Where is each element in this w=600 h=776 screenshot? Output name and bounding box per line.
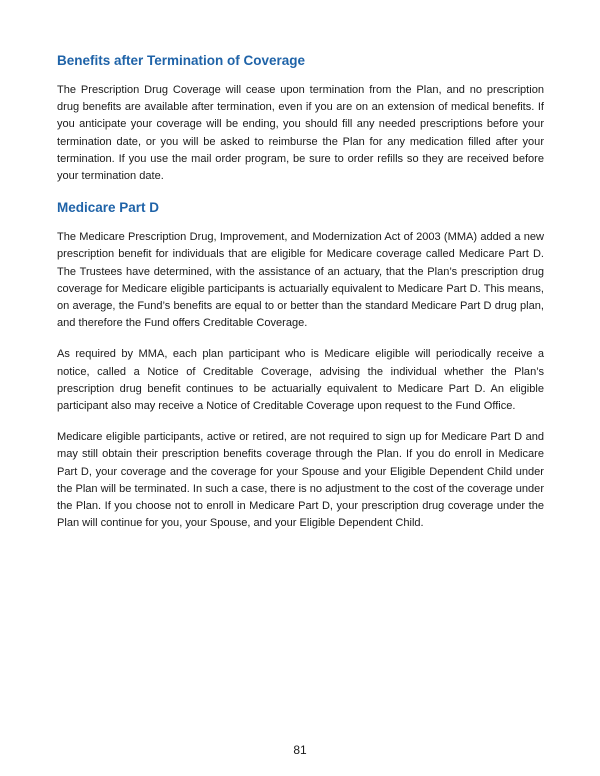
paragraph-enrollment-medicare-part-d: Medicare eligible participants, active or retired, are not required to sign up for Medicare Part D and may still obtain their prescription benefits coverage through the Plan. If you do enroll in Medicare Part D, your coverage and the coverage for your Spouse and your Eligible Dependent Child under the Plan will be terminated. In such a case, there is no adjustment to the cost of the coverage under the Plan. If you choose not to enroll in Medicare Part D, your prescription drug coverage under the Plan will continue for you, your Spouse, and your Eligible Dependent Child.	[57, 431, 544, 530]
paragraph-termination-coverage: The Prescription Drug Coverage will cease upon termination from the Plan, and no prescription drug benefits are available after termination, even if you are on an extension of medical benefits. If you anticipate your coverage will be ending, you should fill any needed prescriptions before your termination date, or you will be asked to reimburse the Plan for any medication filled after your termination. If you use the mail order program, be sure to order refills so they are received before your termination date.	[57, 84, 544, 183]
document-body	[57, 52, 544, 546]
page-number: 81	[293, 743, 307, 757]
paragraph-mma-creditable-coverage: The Medicare Prescription Drug, Improvement, and Modernization Act of 2003 (MMA) added a new prescription benefit for individuals that are eligible for Medicare coverage called Medicare Part D. The Trustees have determined, with the assistance of an actuary, that the Plan’s prescription drug coverage for Medicare eligible participants is actuarially equivalent to Medicare Part D. This means, on average, the Fund’s benefits are equal to or better than the standard Medicare Part D drug plan, and therefore the Fund offers Creditable Coverage.	[57, 231, 544, 330]
section-heading-benefits-after-termination: Benefits after Termination of Coverage	[57, 53, 306, 68]
section-heading-medicare-part-d: Medicare Part D	[57, 200, 160, 216]
paragraph-notice-of-creditable-coverage: As required by MMA, each plan participant who is Medicare eligible will periodically receive a notice, called a Notice of Creditable Coverage, advising the individual whether the Plan’s prescription drug benefit continues to be actuarially equivalent to Medicare Part D. An eligible participant also may receive a Notice of Creditable Coverage upon request to the Fund Office.	[57, 348, 544, 413]
